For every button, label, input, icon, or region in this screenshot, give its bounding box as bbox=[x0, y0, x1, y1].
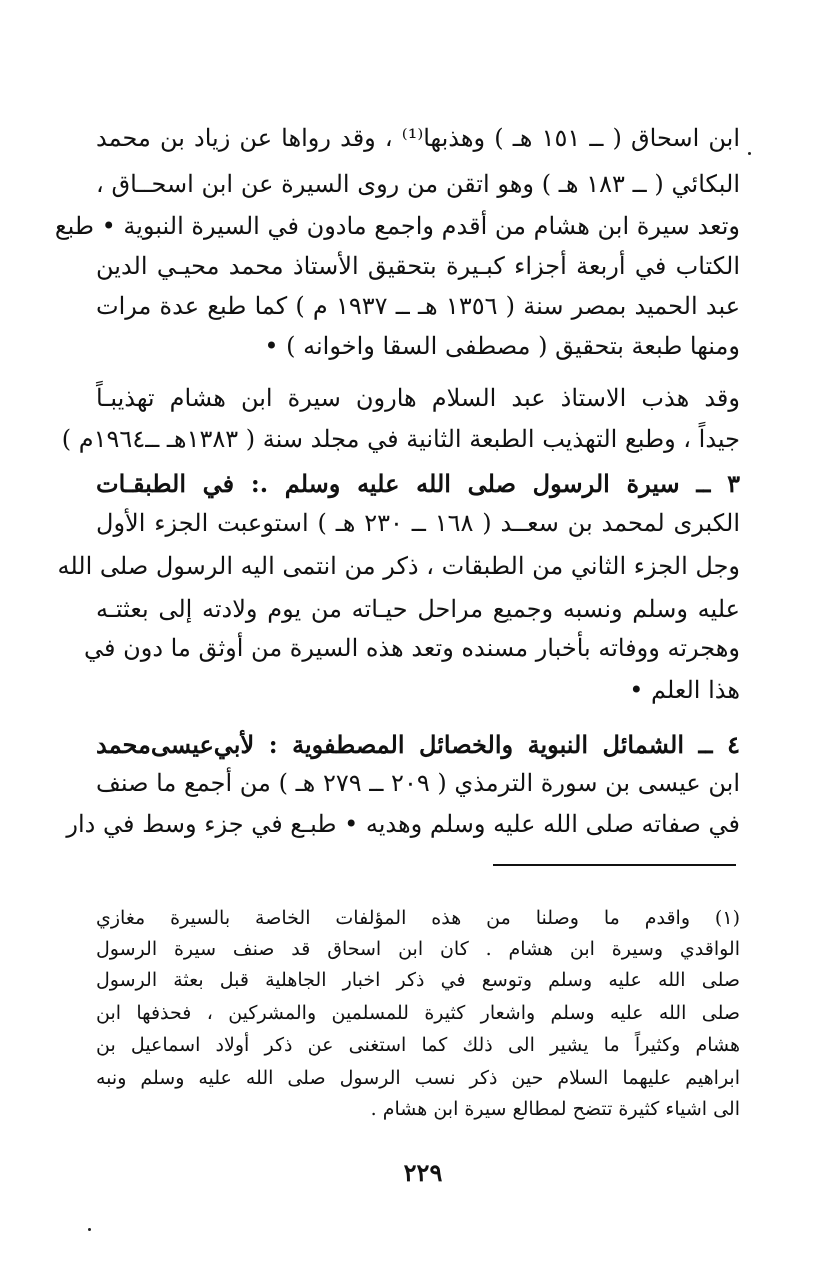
footnote-line-4: صلى الله عليه وسلم واشعار كثيرة للمسلمين والمشركين ، فحذفها ابن bbox=[96, 1002, 740, 1024]
body-line-4: الكتاب في أربعة أجزاء كبـيرة بتحقيق الأستاذ محمد محيـي الدين bbox=[96, 252, 740, 280]
body-line-17: في صفاته صلى الله عليه وسلم وهديه • طبـع في جزء وسط في دار bbox=[66, 810, 740, 838]
body-line-2: البكائي ( ــ ١٨٣ هـ ) وهو اتقن من روى السيرة عن ابن اسحــاق ، bbox=[96, 170, 740, 198]
body-line-1: ابن اسحاق ( ــ ١٥١ هـ ) وهذبها⁽¹⁾ ، وقد رواها عن زياد بن محمد bbox=[96, 124, 741, 152]
body-line-16: ابن عيسى بن سورة الترمذي ( ٢٠٩ ــ ٢٧٩ هـ ) من أجمع ما صنف bbox=[96, 769, 741, 797]
body-line-7: وقد هذب الاستاذ عبد السلام هارون سيرة ابن هشام تهذيبـاً bbox=[96, 384, 740, 412]
body-line-3: وتعد سيرة ابن هشام من أقدم واجمع مادون في السيرة النبوية • طبع bbox=[54, 212, 740, 240]
body-line-14: هذا العلم • bbox=[629, 676, 740, 704]
footnote-line-3: صلى الله عليه وسلم وتوسع في ذكر اخبار الجاهلية قبل بعثة الرسول bbox=[96, 969, 740, 991]
body-line-6: ومنها طبعة بتحقيق ( مصطفى السقا واخوانه ) • bbox=[264, 332, 740, 360]
footnote-line-7: الى اشياء كثيرة تتضح لمطالع سيرة ابن هشام . bbox=[370, 1098, 740, 1120]
section-4-heading-line: ٤ ــ الشمائل النبوية والخصائل المصطفوية : لأبي‌عيسى‌محمد bbox=[96, 730, 740, 759]
body-line-10: الكبرى لمحمد بن سعــد ( ١٦٨ ــ ٢٣٠ هـ ) استوعبت الجزء الأول bbox=[96, 509, 740, 537]
body-line-11: وجل الجزء الثاني من الطبقات ، ذكر من انتمى اليه الرسول صلى الله bbox=[57, 552, 740, 580]
page-number: ٢٢٩ bbox=[403, 1158, 443, 1187]
footnote-separator bbox=[493, 864, 736, 866]
body-line-12: عليه وسلم ونسبه وجميع مراحل حيـاته من يوم ولادته إلى بعثتـه bbox=[96, 595, 740, 623]
body-line-8: جيداً ، وطبع التهذيب الطبعة الثانية في مجلد سنة ( ١٣٨٣هـ ــ١٩٦٤م ) bbox=[61, 425, 740, 453]
body-line-13: وهجرته ووفاته بأخبار مسنده وتعد هذه السيرة من أوثق ما دون في bbox=[84, 634, 740, 662]
footnote-line-2: الواقدي وسيرة ابن هشام . كان ابن اسحاق قد صنف سيرة الرسول bbox=[96, 938, 740, 960]
scan-speck bbox=[748, 152, 751, 155]
footnote-line-5: هشام وكثيراً ما يشير الى ذلك كما استغنى عن ذكر أولاد اسماعيل بن bbox=[96, 1034, 740, 1056]
body-line-5: عبد الحميد بمصر سنة ( ١٣٥٦ هـ ــ ١٩٣٧ م ) كما طبع عدة مرات bbox=[96, 292, 741, 320]
footnote-line-1: (١) واقدم ما وصلنا من هذه المؤلفات الخاصة بالسيرة مغازي bbox=[96, 907, 740, 929]
footnote-line-6: ابراهيم عليهما السلام حين ذكر نسب الرسول صلى الله عليه وسلم ونبه bbox=[96, 1067, 740, 1089]
scan-speck bbox=[88, 1228, 91, 1231]
section-3-heading-line: ٣ ــ سيرة الرسول صلى الله عليه وسلم .: في الطبقـات bbox=[96, 469, 740, 498]
